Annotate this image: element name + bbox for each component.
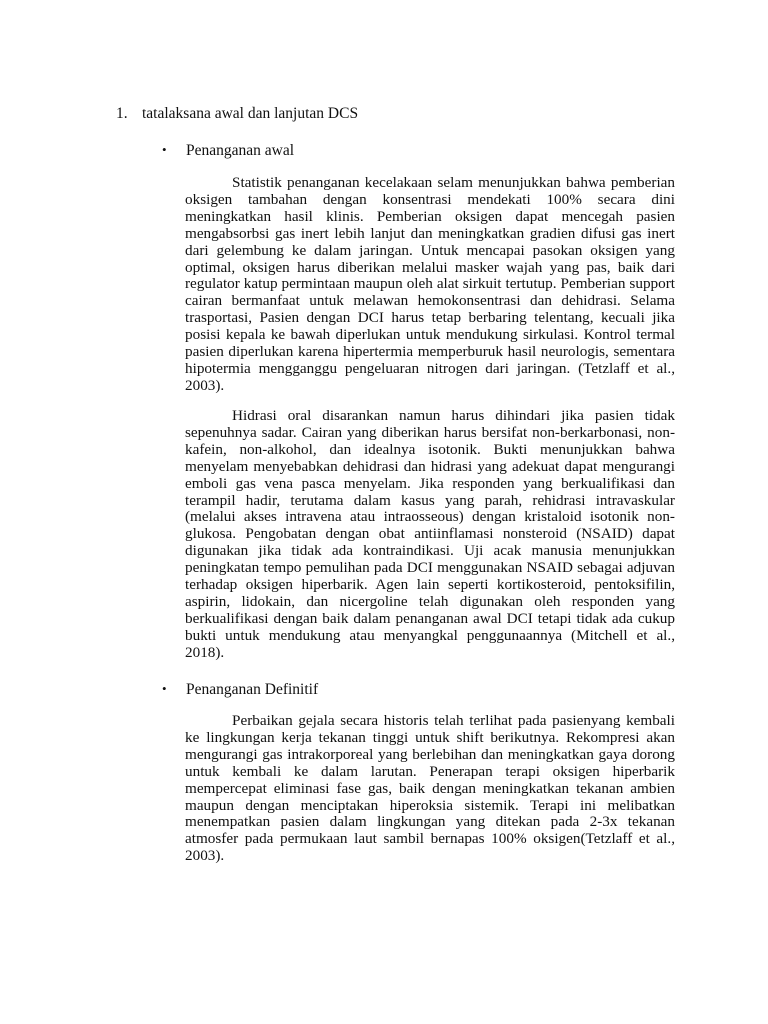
subsection-heading-initial (162, 140, 294, 161)
paragraph-initial-2: Hidrasi oral disarankan namun harus dihindari jika pasien tidak sepenuhnya sadar. Cairan yang diberikan harus bersifat non-berkarbonasi, non-kafein, non-alkohol, dan idealnya isotonik. Bukti menunjukkan bahwa menyelam menyebabkan dehidrasi dan hidrasi yang adekuat dapat mengurangi emboli gas vena pasca menyelam. Jika responden yang berkualifikasi dan terampil hadir, terutama dalam kasus yang parah, rehidrasi intravaskular (melalui akses intravena atau intraosseous) dengan kristaloid isotonik non-glukosa. Pengobatan dengan obat antiinflamasi nonsteroid (NSAID) dapat digunakan jika tidak ada kontraindikasi. Uji acak manusia menunjukkan peningkatan tempo pemulihan pada DCI menggunakan NSAID sebagai adjuvan terhadap oksigen hiperbarik. Agen lain seperti kortikosteroid, pentoksifilin, aspirin, lidokain, dan nicergoline telah digunakan oleh responden yang berkualifikasi dengan baik dalam penanganan awal DCI tetapi tidak ada cukup bukti untuk mendukung atau menyangkal penggunaannya (Mitchell et al., 2018). (185, 407, 675, 661)
subsection-title: Penanganan awal (186, 142, 295, 159)
bullet-icon: • (162, 142, 167, 157)
section-number: 1. (116, 105, 128, 122)
bullet-icon: • (162, 681, 167, 696)
paragraph-definitive-1: Perbaikan gejala secara historis telah terlihat pada pasienyang kembali ke lingkungan kerja tekanan tinggi untuk shift berikutnya. Rekompresi akan mengurangi gas intrakorporeal yang berlebihan dan meningkatkan gaya dorong untuk kembali ke dalam larutan. Penerapan terapi oksigen hiperbarik mempercepat eliminasi fase gas, baik dengan meningkatkan tekanan ambien maupun dengan menciptakan hiperoksia sistemik. Terapi ini melibatkan menempatkan pasien dalam lingkungan yang ditekan pada 2-3x tekanan atmosfer pada permukaan laut sambil bernapas 100% oksigen(Tetzlaff et al., 2003). (185, 712, 675, 865)
paragraph-initial-1: Statistik penanganan kecelakaan selam menunjukkan bahwa pemberian oksigen tambahan dengan konsentrasi mendekati 100% secara dini meningkatkan hasil klinis. Pemberian oksigen dapat mencegah pasien mengabsorbsi gas inert lebih lanjut dan meningkatkan gradien difusi gas inert dari gelembung ke dalam jaringan. Untuk mencapai pasokan oksigen yang optimal, oksigen harus diberikan melalui masker wajah yang pas, baik dari regulator katup permintaan maupun oleh alat sirkuit tertutup. Pemberian support cairan bermanfaat untuk melawan hemokonsentrasi dan dehidrasi. Selama trasportasi, Pasien dengan DCI harus tetap berbaring telentang, kecuali jika posisi kepala ke bawah diperlukan untuk mendukung sirkulasi. Kontrol termal pasien diperlukan karena hipertermia memperburuk hasil neurologis, sementara hipotermia mengganggu pengeluaran nitrogen dari jaringan. (Tetzlaff et al., 2003). (185, 174, 675, 394)
section-heading (116, 104, 358, 124)
subsection-heading-definitive (162, 679, 318, 700)
subsection-title: Penanganan Definitif (186, 681, 319, 698)
section-title: tatalaksana awal dan lanjutan DCS (142, 105, 359, 122)
